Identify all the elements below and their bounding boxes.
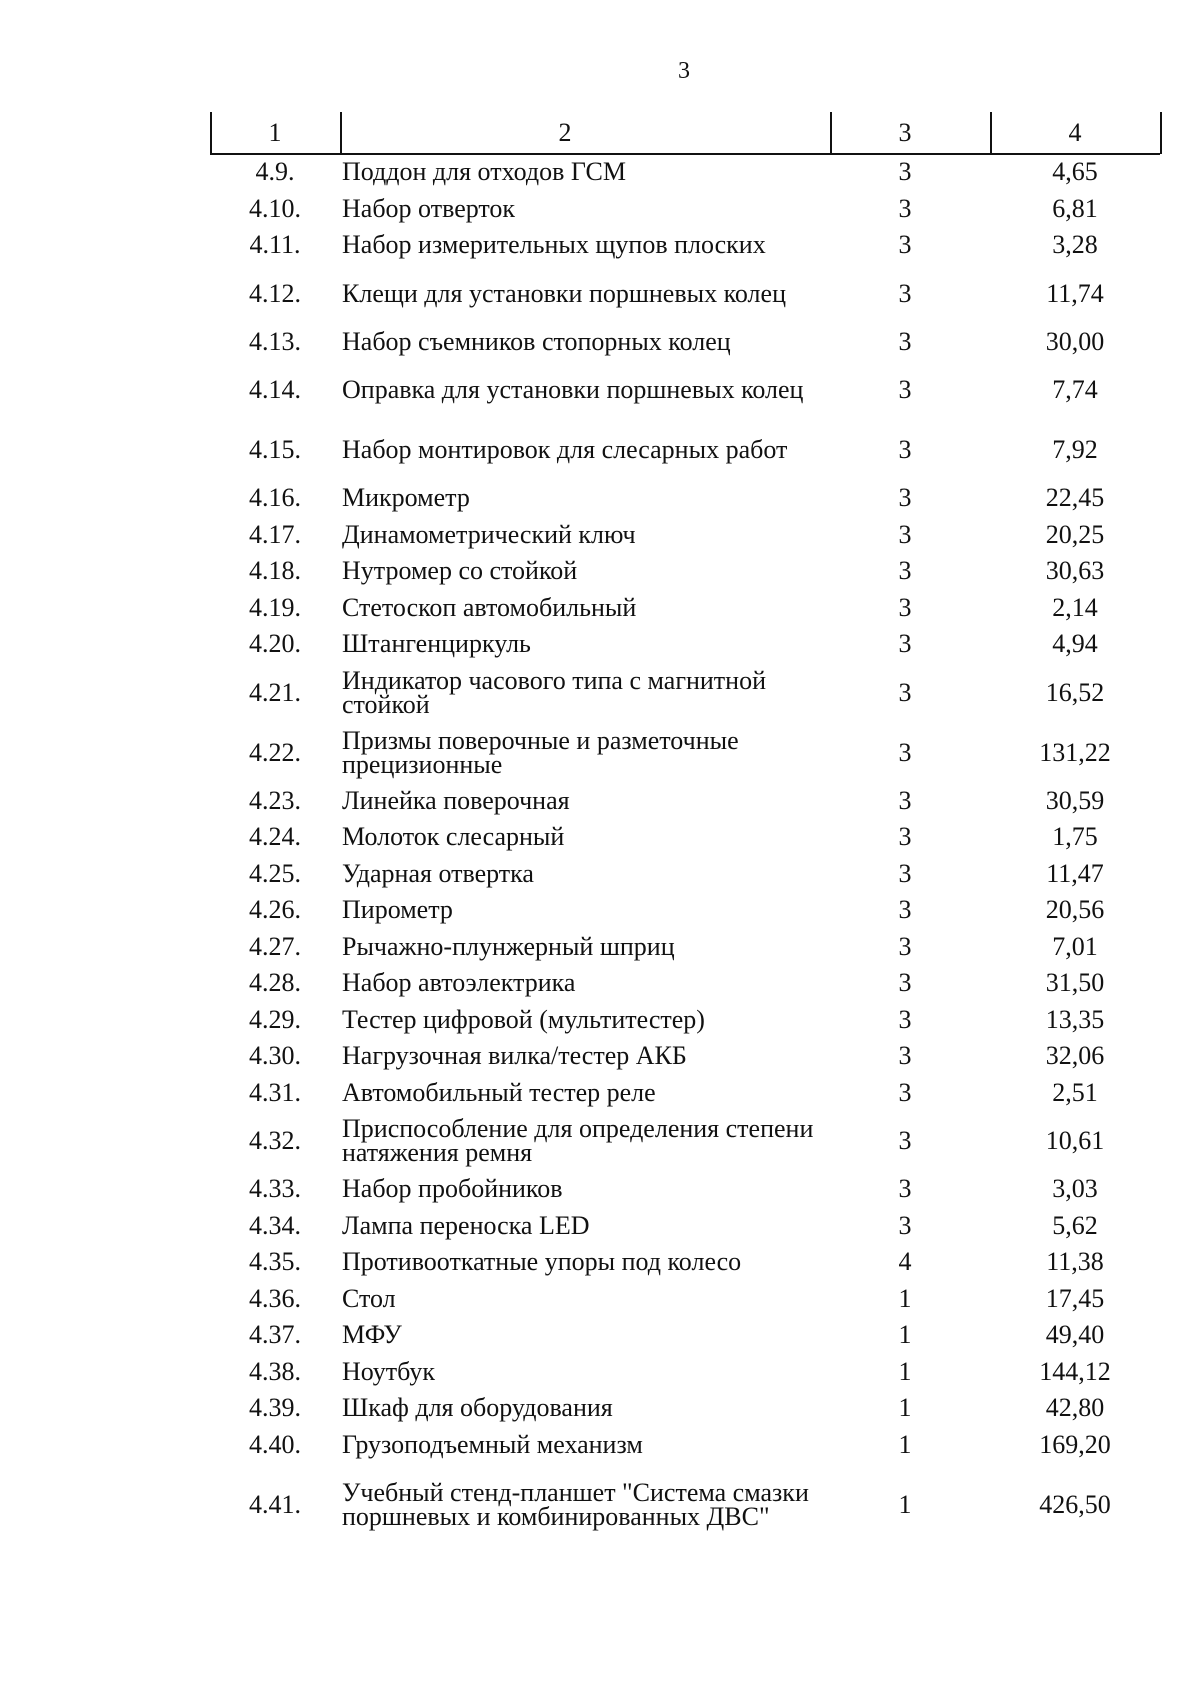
item-price: 10,61 — [1045, 1126, 1105, 1155]
item-price: 11,74 — [1046, 278, 1104, 308]
item-name: Рычажно-плунжерный шприц — [342, 931, 675, 961]
row-number: 4.27. — [249, 931, 301, 961]
row-number: 4.12. — [249, 278, 301, 308]
item-name: Автомобильный тестер реле — [342, 1077, 656, 1107]
item-price: 30,59 — [1045, 785, 1105, 815]
item-name: Шкаф для оборудования — [342, 1393, 613, 1423]
header-divider — [1160, 112, 1162, 154]
row-number: 4.40. — [249, 1429, 301, 1459]
row-number: 4.34. — [249, 1210, 301, 1240]
item-name: Стол — [342, 1283, 396, 1313]
item-quantity: 3 — [898, 677, 912, 707]
table-row — [0, 1038, 1200, 1075]
item-quantity: 3 — [898, 822, 912, 852]
header-divider — [990, 112, 992, 154]
item-name: Оправка для установки поршневых колец — [342, 375, 804, 404]
row-number: 4.24. — [249, 822, 301, 852]
table-header — [210, 112, 1160, 154]
table-row — [0, 1427, 1200, 1464]
row-number: 4.26. — [249, 895, 301, 925]
item-name: Набор измерительных щупов плоских — [342, 230, 766, 260]
row-number: 4.19. — [249, 592, 301, 622]
table-row — [0, 723, 1200, 783]
item-quantity: 3 — [898, 193, 912, 223]
row-number: 4.11. — [249, 230, 301, 260]
item-name: Набор съемников стопорных колец — [342, 326, 731, 356]
item-name: Тестер цифровой (мультитестер) — [342, 1004, 705, 1034]
item-price: 4,94 — [1052, 629, 1098, 659]
row-number: 4.16. — [249, 483, 301, 513]
item-name: Приспособление для определения степени натяжения ремня — [342, 1114, 814, 1167]
row-number: 4.28. — [249, 968, 301, 998]
item-quantity: 3 — [898, 968, 912, 998]
item-name: Лампа переноска LED — [342, 1210, 590, 1240]
item-name: Ударная отвертка — [342, 858, 534, 888]
table-row — [0, 1075, 1200, 1112]
item-name: Нагрузочная вилка/тестер АКБ — [342, 1041, 687, 1071]
item-quantity: 3 — [898, 1041, 912, 1071]
row-number: 4.31. — [249, 1077, 301, 1107]
item-quantity: 3 — [898, 1174, 912, 1204]
table-row — [0, 480, 1200, 517]
row-number: 4.29. — [249, 1004, 301, 1034]
table-row — [0, 420, 1200, 480]
row-number: 4.36. — [249, 1283, 301, 1313]
item-name: Клещи для установки поршневых колец — [342, 278, 786, 308]
item-quantity: 1 — [898, 1320, 912, 1350]
item-name: Пирометр — [342, 895, 453, 925]
table-row — [0, 1208, 1200, 1245]
table-row — [0, 892, 1200, 929]
row-number: 4.25. — [249, 858, 301, 888]
item-quantity: 3 — [898, 737, 912, 767]
header-divider — [210, 112, 212, 154]
header-col-3: 3 — [898, 118, 912, 147]
item-price: 31,50 — [1045, 968, 1105, 998]
table-row — [0, 663, 1200, 723]
item-name: Набор монтировок для слесарных работ — [342, 435, 788, 464]
item-price: 3,03 — [1052, 1174, 1098, 1204]
item-name: Ноутбук — [342, 1356, 436, 1386]
item-price: 22,45 — [1045, 483, 1105, 513]
item-price: 1,75 — [1052, 822, 1098, 852]
row-number: 4.18. — [249, 556, 301, 586]
item-quantity: 3 — [898, 1126, 912, 1155]
table-row — [0, 191, 1200, 228]
item-name: Противооткатные упоры под колесо — [342, 1247, 742, 1277]
table-row — [0, 1111, 1200, 1171]
item-quantity: 3 — [898, 435, 912, 464]
item-name: Микрометр — [342, 483, 470, 513]
row-number: 4.17. — [249, 519, 301, 549]
item-name: Динамометрический ключ — [342, 519, 636, 549]
item-quantity: 3 — [898, 1210, 912, 1240]
item-price: 30,00 — [1045, 326, 1105, 356]
item-price: 2,14 — [1052, 592, 1098, 622]
table-row — [0, 1390, 1200, 1427]
item-quantity: 3 — [898, 278, 912, 308]
row-number: 4.10. — [249, 193, 301, 223]
table-row — [0, 819, 1200, 856]
item-name: Учебный стенд-планшет "Система смазки поршневых и комбинированных ДВС" — [342, 1478, 809, 1531]
table-row — [0, 929, 1200, 966]
row-number: 4.30. — [249, 1041, 301, 1071]
item-price: 7,74 — [1052, 375, 1098, 404]
item-quantity: 3 — [898, 785, 912, 815]
table-row — [0, 517, 1200, 554]
item-name: Призмы поверочные и разметочные прецизионные — [342, 725, 739, 779]
table-row — [0, 154, 1200, 191]
row-number: 4.20. — [249, 629, 301, 659]
item-price: 49,40 — [1045, 1320, 1105, 1350]
item-quantity: 3 — [898, 629, 912, 659]
item-price: 13,35 — [1045, 1004, 1105, 1034]
item-name: Набор пробойников — [342, 1174, 563, 1204]
item-name: Набор автоэлектрика — [342, 968, 576, 998]
header-col-2: 2 — [558, 118, 572, 147]
item-name: Грузоподъемный механизм — [342, 1429, 643, 1459]
row-number: 4.39. — [249, 1393, 301, 1423]
item-quantity: 4 — [898, 1247, 912, 1277]
row-number: 4.37. — [249, 1320, 301, 1350]
item-price: 2,51 — [1052, 1077, 1098, 1107]
item-name: Набор отверток — [342, 193, 516, 223]
item-name: Индикатор часового типа с магнитной стойкой — [342, 665, 766, 719]
row-number: 4.35. — [249, 1247, 301, 1277]
page-number: 3 — [678, 58, 690, 84]
table-row — [0, 553, 1200, 590]
row-number: 4.13. — [249, 326, 301, 356]
item-quantity: 1 — [898, 1490, 912, 1519]
table-row — [0, 1002, 1200, 1039]
table-row — [0, 1281, 1200, 1318]
item-price: 144,12 — [1039, 1356, 1111, 1386]
item-quantity: 3 — [898, 326, 912, 356]
item-quantity: 3 — [898, 931, 912, 961]
item-quantity: 3 — [898, 858, 912, 888]
table-row — [0, 783, 1200, 820]
item-quantity: 3 — [898, 519, 912, 549]
item-price: 20,56 — [1045, 895, 1105, 925]
table-row — [0, 264, 1200, 324]
item-quantity: 3 — [898, 375, 912, 404]
item-quantity: 3 — [898, 230, 912, 260]
table-row — [0, 324, 1200, 361]
item-quantity: 3 — [898, 157, 912, 187]
header-divider — [340, 112, 342, 154]
item-name: Молоток слесарный — [342, 822, 565, 852]
row-number: 4.41. — [249, 1490, 301, 1519]
row-number: 4.9. — [255, 157, 295, 187]
header-divider — [830, 112, 832, 154]
item-price: 169,20 — [1039, 1429, 1111, 1459]
item-price: 16,52 — [1045, 677, 1105, 707]
row-number: 4.21. — [249, 677, 301, 707]
row-number: 4.32. — [249, 1126, 301, 1155]
item-price: 6,81 — [1052, 193, 1098, 223]
item-price: 30,63 — [1045, 556, 1105, 586]
table-row — [0, 1354, 1200, 1391]
item-price: 426,50 — [1039, 1490, 1111, 1519]
item-quantity: 3 — [898, 1077, 912, 1107]
item-quantity: 3 — [898, 1004, 912, 1034]
table-row — [0, 1171, 1200, 1208]
item-price: 11,38 — [1046, 1247, 1104, 1277]
item-name: Нутромер со стойкой — [342, 556, 578, 586]
item-quantity: 3 — [898, 895, 912, 925]
table-row — [0, 626, 1200, 663]
row-number: 4.15. — [249, 435, 301, 464]
item-price: 42,80 — [1045, 1393, 1105, 1423]
item-name: Поддон для отходов ГСМ — [342, 157, 626, 187]
item-price: 5,62 — [1052, 1210, 1098, 1240]
row-number: 4.38. — [249, 1356, 301, 1386]
header-col-4: 4 — [1068, 118, 1082, 147]
item-name: Стетоскоп автомобильный — [342, 592, 637, 622]
table-row — [0, 227, 1200, 264]
item-price: 17,45 — [1045, 1283, 1105, 1313]
item-quantity: 3 — [898, 556, 912, 586]
row-number: 4.33. — [249, 1174, 301, 1204]
row-number: 4.22. — [249, 737, 301, 767]
item-quantity: 1 — [898, 1356, 912, 1386]
item-price: 20,25 — [1045, 519, 1105, 549]
item-name: Линейка поверочная — [342, 785, 570, 815]
row-number: 4.14. — [249, 375, 301, 404]
item-quantity: 1 — [898, 1393, 912, 1423]
table-row — [0, 1244, 1200, 1281]
item-quantity: 1 — [898, 1283, 912, 1313]
item-price: 131,22 — [1039, 737, 1111, 767]
item-name: Штангенциркуль — [342, 629, 531, 659]
item-price: 11,47 — [1046, 858, 1104, 888]
item-quantity: 1 — [898, 1429, 912, 1459]
table-row — [0, 1463, 1200, 1547]
item-price: 4,65 — [1052, 157, 1098, 187]
item-price: 32,06 — [1045, 1041, 1105, 1071]
row-number: 4.23. — [249, 785, 301, 815]
equipment-table — [0, 154, 1200, 1547]
table-row — [0, 360, 1200, 420]
table-row — [0, 965, 1200, 1002]
table-row — [0, 590, 1200, 627]
header-col-1: 1 — [268, 118, 282, 147]
item-name: МФУ — [342, 1320, 402, 1350]
item-price: 7,01 — [1052, 931, 1098, 961]
item-quantity: 3 — [898, 483, 912, 513]
item-quantity: 3 — [898, 592, 912, 622]
item-price: 3,28 — [1052, 230, 1098, 260]
table-row — [0, 856, 1200, 893]
table-row — [0, 1317, 1200, 1354]
item-price: 7,92 — [1052, 435, 1098, 464]
